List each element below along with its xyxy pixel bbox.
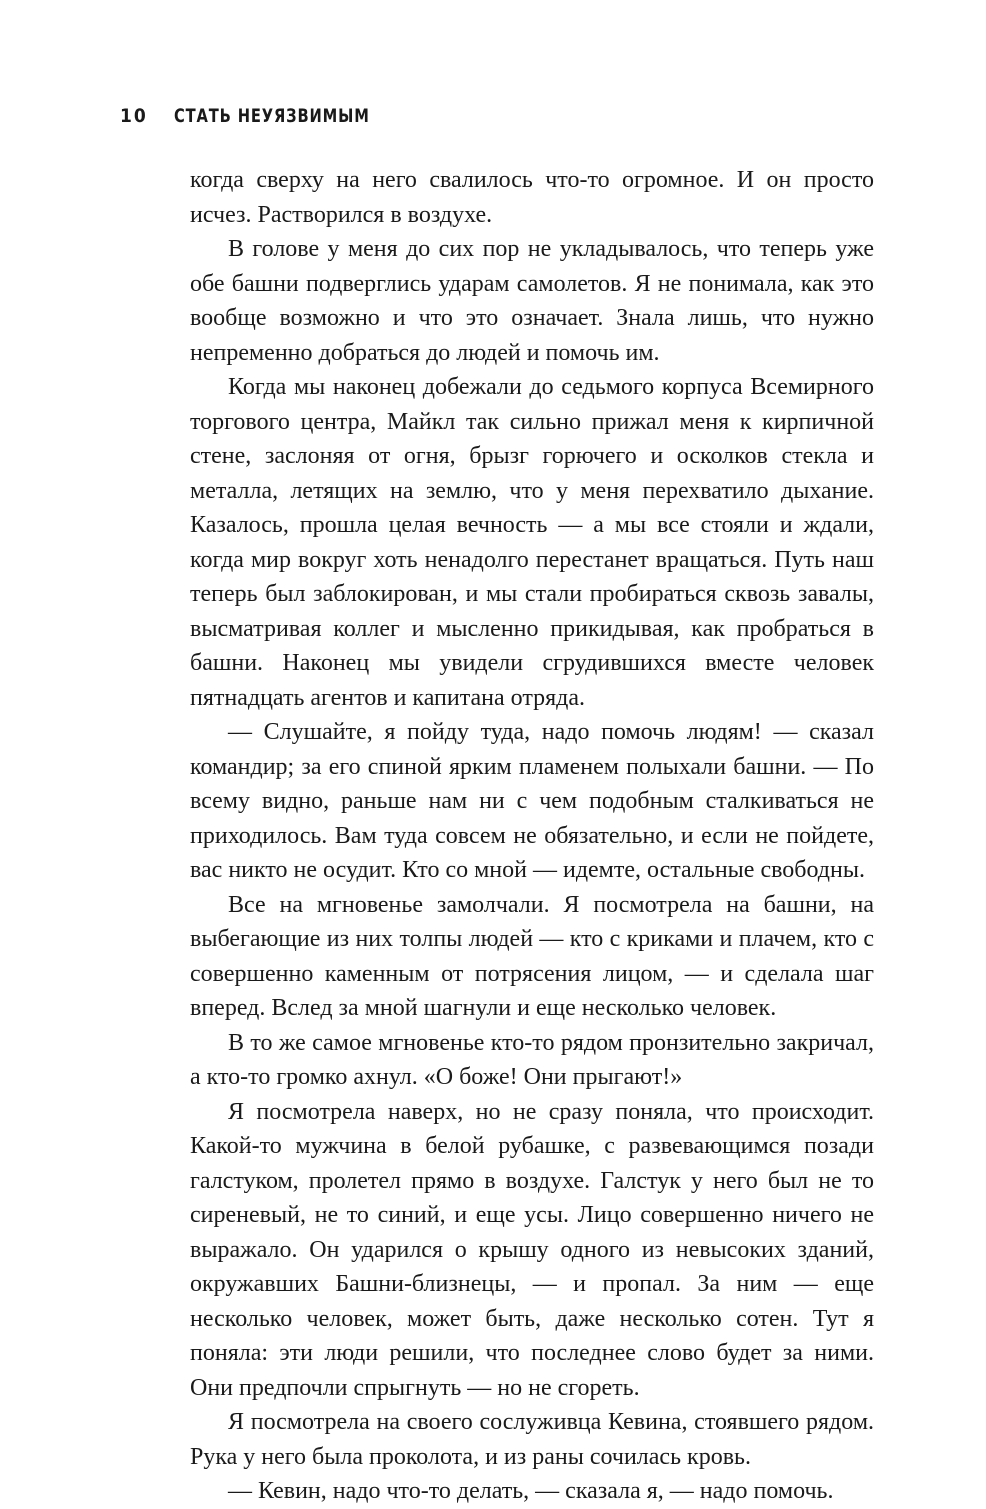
paragraph-6: В то же самое мгновенье кто-то рядом пронзительно закричал, а кто-то громко ахнул. «О боже! Они прыгают!»	[190, 1029, 874, 1090]
paragraph-3: Когда мы наконец добежали до седьмого корпуса Всемирного торгового центра, Майкл так сильно прижал меня к кирпичной стене, заслоняя от огня, брызг горючего и осколков стекла и металла, летящих на землю, что у меня перехватило дыхание. Казалось, прошла целая вечность — а мы все стояли и ждали, когда мир вокруг хоть ненадолго перестанет вращаться. Путь наш теперь был заблокирован, и мы стали пробираться сквозь завалы, высматривая коллег и мысленно прикидывая, как пробраться в башни. Наконец мы увидели сгрудившихся вместе человек пятнадцать агентов и капитана отряда.	[190, 374, 874, 711]
paragraph-8: Я посмотрела на своего сослуживца Кевина, стоявшего рядом. Рука у него была проколота, и из раны сочилась кровь.	[190, 1409, 874, 1470]
paragraph-5: Все на мгновенье замолчали. Я посмотрела на башни, на выбегающие из них толпы людей — кто с криками и плачем, кто с совершенно каменным от потрясения лицом, — и сделала шаг вперед. Вслед за мной шагнули и еще несколько человек.	[190, 891, 874, 1021]
paragraph-4: — Слушайте, я пойду туда, надо помочь людям! — сказал командир; за его спиной ярким пламенем полыхали башни. — По всему видно, раньше нам ни с чем подобным сталкиваться не приходилось. Вам туда совсем не обязательно, и если не пойдете, вас никто не осудит. Кто со мной — идемте, остальные свободны.	[190, 719, 874, 883]
book-title: СТАТЬ НЕУЯЗВИМЫМ	[173, 105, 370, 127]
paragraph-7: Я посмотрела наверх, но не сразу поняла, что происходит. Какой-то мужчина в белой рубашке, с развевающимся позади галстуком, пролетел прямо в воздухе. Галстук у него был не то сиреневый, не то синий, и еще усы. Лицо совершенно ничего не выражало. Он ударился о крышу одного из невысоких зданий, окружавших Башни-близнецы, — и пропал. За ним — еще несколько человек, может быть, даже несколько сотен. Тут я поняла: эти люди решили, что последнее слово будет за ними. Они предпочли спрыгнуть — но не сгореть.	[190, 1098, 874, 1401]
paragraph-1: когда сверху на него свалилось что-то огромное. И он просто исчез. Растворился в воздухе.	[190, 167, 874, 228]
running-head	[120, 104, 401, 128]
page-number: 10	[120, 105, 148, 127]
body-text	[190, 163, 874, 1509]
paragraph-2: В голове у меня до сих пор не укладывалось, что теперь уже обе башни подверглись ударам самолетов. Я не понимала, как это вообще возможно и что это означает. Знала лишь, что нужно непременно добраться до людей и помочь им.	[190, 236, 874, 366]
paragraph-9: — Кевин, надо что-то делать, — сказала я, — надо помочь.	[228, 1478, 834, 1504]
